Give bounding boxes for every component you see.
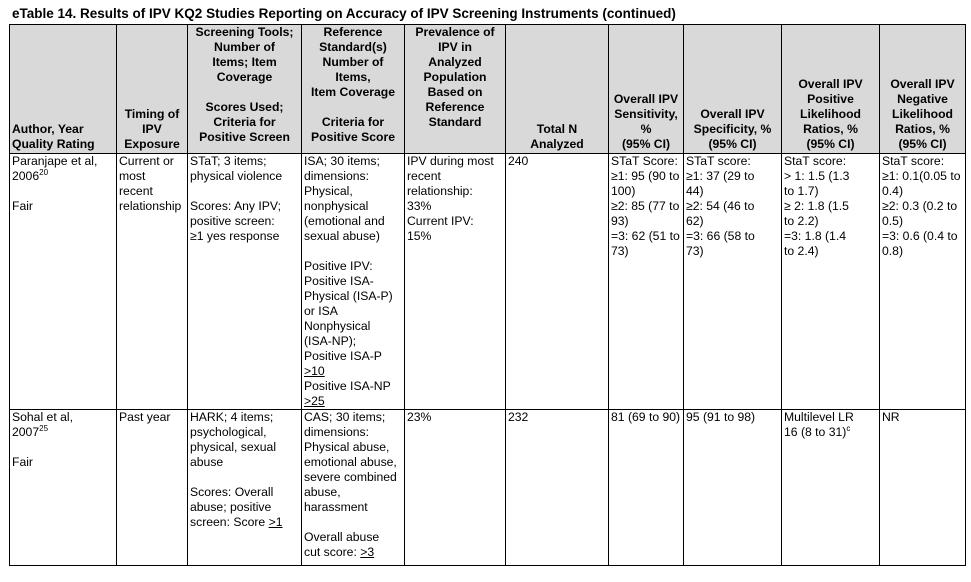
reference-criteria-2: Positive ISA-NP: [304, 379, 391, 393]
cell-screening-tool: [188, 410, 302, 566]
cell-reference-standard: [302, 410, 405, 566]
quality-rating: Fair: [12, 199, 33, 213]
cell-reference-standard: [302, 154, 405, 410]
reference-criteria-value-1: >10: [304, 364, 325, 378]
cell-timing: Past year: [117, 410, 188, 566]
positive-lr-value: Multilevel LR 16 (8 to 31): [784, 410, 854, 439]
header-row: [10, 25, 966, 154]
author-reference: 20: [39, 167, 49, 177]
results-table: [9, 24, 966, 566]
tool-description: HARK; 4 items; psychological, physical, sexual abuse: [190, 410, 277, 469]
header-author: Author, Year Quality Rating: [10, 25, 117, 154]
tool-criteria-value: >1: [268, 515, 283, 529]
header-prevalence: Prevalence of IPV in Analyzed Population Based on Reference Standard: [405, 25, 506, 154]
cell-negative-lr: StaT score: ≥1: 0.1(0.05 to 0.4) ≥2: 0.3 (0.2 to 0.5) =3: 0.6 (0.4 to 0.8): [880, 154, 966, 410]
cell-screening-tool: [188, 154, 302, 410]
table-row: [10, 410, 966, 566]
header-positive-lr: Overall IPV Positive Likelihood Ratios, % (95% CI): [782, 25, 880, 154]
author-reference: 25: [39, 423, 49, 433]
reference-criteria: Positive IPV: Positive ISA- Physical (ISA-P) or ISA Nonphysical (ISA-NP); Positive ISA-P: [304, 259, 393, 363]
header-tools-part2: Scores Used; Criteria for Positive Screen: [199, 100, 290, 144]
header-ref-part1: Reference Standard(s) Number of Items, Item Coverage: [311, 25, 395, 99]
cell-timing: Current or most recent relationship: [117, 154, 188, 410]
header-screening-tools: [188, 25, 302, 154]
cell-specificity: STaT score: ≥1: 37 (29 to 44) ≥2: 54 (46 to 62) =3: 66 (58 to 73): [684, 154, 782, 410]
reference-criteria-value: >3: [360, 545, 375, 559]
header-negative-lr: Overall IPV Negative Likelihood Ratios, % (95% CI): [880, 25, 966, 154]
header-total-n: Total N Analyzed: [506, 25, 609, 154]
header-timing: Timing of IPV Exposure: [117, 25, 188, 154]
cell-sensitivity: STaT Score: ≥1: 95 (90 to 100) ≥2: 85 (77 to 93) =3: 62 (51 to 73): [609, 154, 684, 410]
cell-positive-lr: [782, 410, 880, 566]
cell-prevalence: 23%: [405, 410, 506, 566]
cell-total-n: 232: [506, 410, 609, 566]
author-name: Sohal et al, 2007: [12, 410, 73, 439]
tool-criteria: Scores: Overall abuse; positive screen: Score: [190, 485, 274, 529]
tool-criteria: Scores: Any IPV; positive screen: ≥1 yes response: [190, 199, 281, 243]
header-specificity: Overall IPV Specificity, % (95% CI): [684, 25, 782, 154]
cell-author: [10, 154, 117, 410]
cell-sensitivity: 81 (69 to 90): [609, 410, 684, 566]
cell-positive-lr: StaT score: > 1: 1.5 (1.3 to 1.7) ≥ 2: 1.8 (1.5 to 2.2) =3: 1.8 (1.4 to 2.4): [782, 154, 880, 410]
header-ref-part2: Criteria for Positive Score: [311, 115, 395, 144]
table-title: eTable 14. Results of IPV KQ2 Studies Reporting on Accuracy of IPV Screening Instruments (continued): [12, 6, 676, 21]
header-tools-part1: Screening Tools; Number of Items; Item Coverage: [195, 25, 294, 84]
header-reference-standard: [302, 25, 405, 154]
positive-lr-footnote: c: [846, 423, 851, 433]
quality-rating: Fair: [12, 455, 33, 469]
header-sensitivity: Overall IPV Sensitivity, % (95% CI): [609, 25, 684, 154]
reference-description: CAS; 30 items; dimensions: Physical abuse, emotional abuse, severe combined abuse, harassment: [304, 410, 397, 514]
reference-criteria: Overall abuse cut score:: [304, 530, 380, 559]
cell-specificity: 95 (91 to 98): [684, 410, 782, 566]
cell-negative-lr: NR: [880, 410, 966, 566]
cell-total-n: 240: [506, 154, 609, 410]
cell-prevalence: IPV during most recent relationship: 33% Current IPV: 15%: [405, 154, 506, 410]
cell-author: [10, 410, 117, 566]
author-name: Paranjape et al, 2006: [12, 154, 98, 183]
tool-description: STaT; 3 items; physical violence: [190, 154, 283, 183]
reference-criteria-value-2: >25: [304, 394, 325, 408]
table-row: [10, 154, 966, 410]
reference-description: ISA; 30 items; dimensions: Physical, nonphysical (emotional and sexual abuse): [304, 154, 385, 243]
